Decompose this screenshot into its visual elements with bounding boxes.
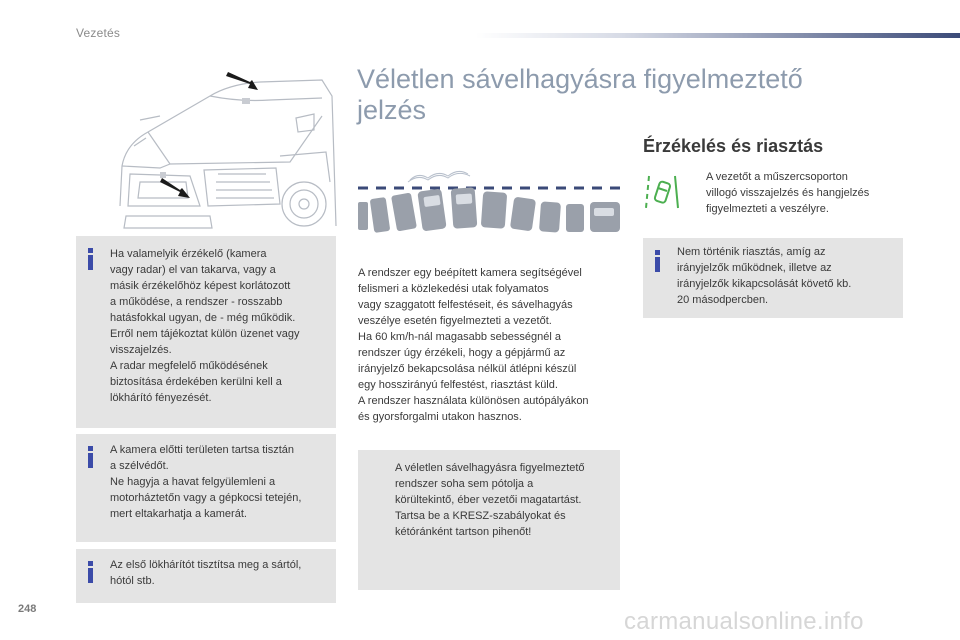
info-box-sensors xyxy=(76,236,336,428)
text-line: A kamera előtti területen tartsa tisztán xyxy=(110,444,295,456)
text-line: lökhárító fényezését. xyxy=(110,392,212,404)
text-line: vagy szaggatott felfestéseit, és sávelhagyás xyxy=(358,299,573,311)
running-header: Vezetés xyxy=(76,26,121,40)
info-box-bumper xyxy=(76,549,336,603)
text-line: 20 másodpercben. xyxy=(677,294,769,306)
warning-box xyxy=(358,450,620,590)
text-line: vagy radar) el van takarva, vagy a xyxy=(110,264,276,276)
text-line: A rendszer használata különösen autópályákon xyxy=(358,395,589,407)
text-line: hatásfokkal ugyan, de - még működik. xyxy=(110,312,296,324)
lane-departure-warning-icon xyxy=(645,172,679,212)
text-line: és gyorsforgalmi utakon hasznos. xyxy=(358,411,522,423)
text-line: Ne hagyja a havat felgyülemleni a xyxy=(110,476,276,488)
text-line: Ha 60 km/h-nál magasabb sebességnél a xyxy=(358,331,562,343)
info-icon xyxy=(88,561,93,583)
text-line: A véletlen sávelhagyásra figyelmeztető xyxy=(395,462,585,474)
info-icon xyxy=(655,250,660,272)
text-line: irányjelző bekapcsolása nélkül átlépni készül xyxy=(358,363,577,375)
text-line: veszélye esetén figyelmezteti a vezetőt. xyxy=(358,315,552,327)
text-line: másik érzékelőhöz képest korlátozott xyxy=(110,280,291,292)
watermark: carmanualsonline.info xyxy=(624,608,864,635)
text-line: hótól stb. xyxy=(110,575,155,587)
lane-change-illustration xyxy=(358,168,620,240)
text-line: motorháztetőn vagy a gépkocsi tetején, xyxy=(110,492,302,504)
page-title-line-1: Véletlen sávelhagyásra figyelmeztető xyxy=(357,64,803,94)
text-line: rendszer úgy érzékeli, hogy a gépjármű az xyxy=(358,347,566,359)
text-line: a szélvédőt. xyxy=(110,460,169,472)
text-line: rendszer soha sem pótolja a xyxy=(395,478,534,490)
text-line: Az első lökhárítót tisztítsa meg a sártól, xyxy=(110,559,302,571)
section-heading: Érzékelés és riasztás xyxy=(643,136,824,156)
header-gradient-bar xyxy=(476,33,960,38)
warning-box-text xyxy=(395,460,617,540)
text-line: Nem történik riasztás, amíg az xyxy=(677,246,826,258)
text-line: irányjelzők kikapcsolását követő kb. xyxy=(677,278,852,290)
text-line: A radar megfelelő működésének xyxy=(110,360,268,372)
text-line: figyelmezteti a veszélyre. xyxy=(706,203,829,215)
text-line: mert eltakarhatja a kamerát. xyxy=(110,508,247,520)
info-box-text xyxy=(110,557,332,589)
page-title-line-2: jelzés xyxy=(357,95,427,125)
text-line: visszajelzés. xyxy=(110,344,172,356)
text-line: Ha valamelyik érzékelő (kamera xyxy=(110,248,267,260)
info-icon xyxy=(88,248,93,270)
text-line: villogó visszajelzés és hangjelzés xyxy=(706,187,870,199)
text-line: Tartsa be a KRESZ-szabályokat és xyxy=(395,510,566,522)
main-description xyxy=(358,265,622,425)
info-box-indicators xyxy=(643,238,903,318)
info-box-text xyxy=(677,244,899,308)
info-icon xyxy=(88,446,93,468)
text-line: irányjelzők működnek, illetve az xyxy=(677,262,832,274)
page-number: 248 xyxy=(18,603,37,615)
van-front-illustration xyxy=(100,56,338,236)
info-box-windscreen xyxy=(76,434,336,542)
text-line: A rendszer egy beépített kamera segítségével xyxy=(358,267,582,279)
page-title xyxy=(357,64,837,126)
text-line: egy hosszirányú felfestést, riasztást küld. xyxy=(358,379,558,391)
text-line: biztosítása érdekében kerülni kell a xyxy=(110,376,282,388)
text-line: a működése, a rendszer - rosszabb xyxy=(110,296,283,308)
text-line: kétóránként tartson pihenőt! xyxy=(395,526,532,538)
text-line: A vezetőt a műszercsoporton xyxy=(706,171,848,183)
alert-description xyxy=(706,169,906,217)
info-box-text xyxy=(110,246,332,406)
text-line: Erről nem tájékoztat külön üzenet vagy xyxy=(110,328,300,340)
text-line: körültekintő, éber vezetői magatartást. xyxy=(395,494,582,506)
info-box-text xyxy=(110,442,332,522)
text-line: felismeri a közlekedési utak folyamatos xyxy=(358,283,549,295)
